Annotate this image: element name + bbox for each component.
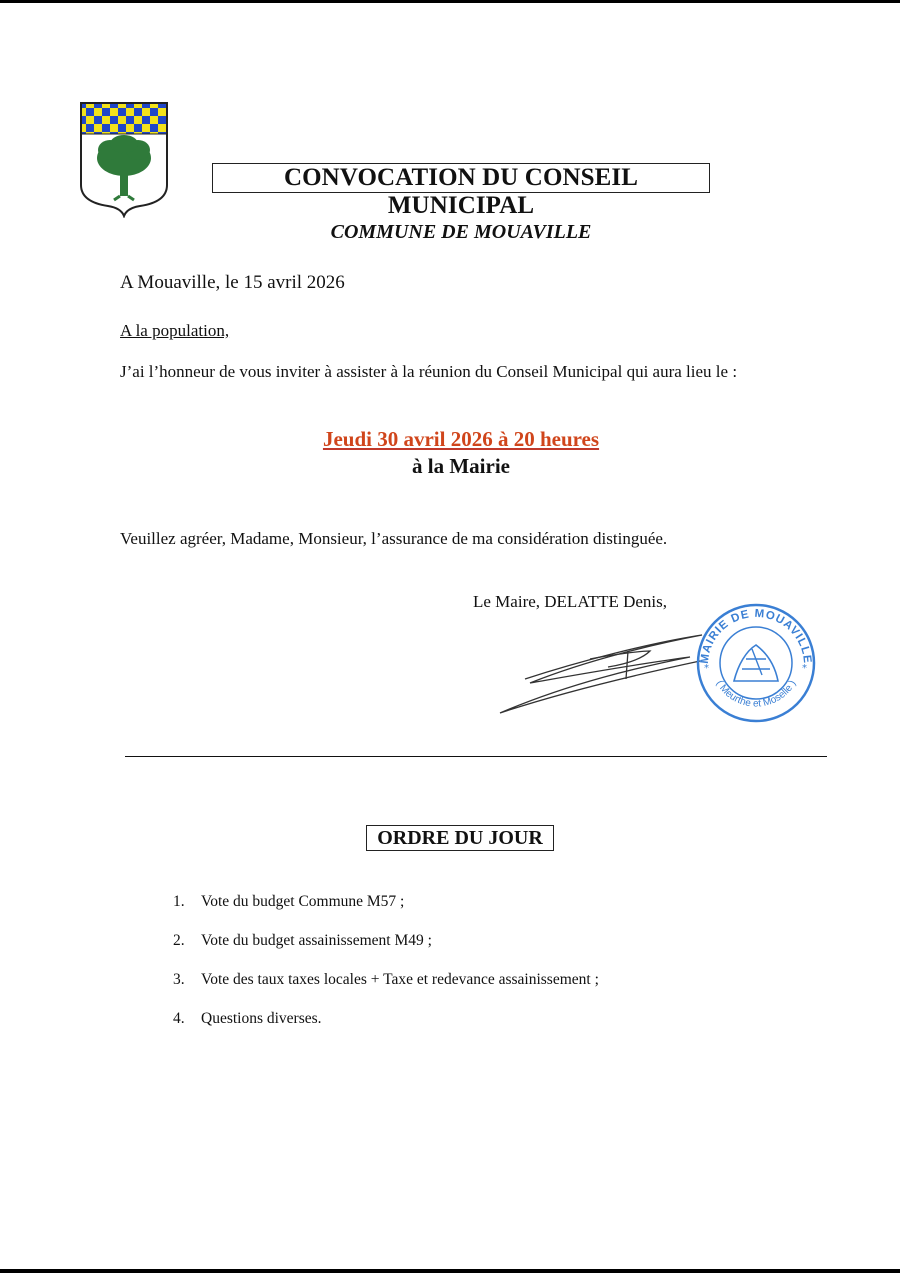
meeting-date: Jeudi 30 avril 2026 à 20 heures (322, 427, 600, 451)
agenda-item (173, 932, 599, 971)
section-divider (125, 756, 827, 757)
agenda-item-text: Vote des taux taxes locales + Taxe et redevance assainissement ; (201, 971, 599, 988)
salutation: A la population, (120, 321, 230, 340)
agenda-item-number: 3. (173, 971, 185, 988)
agenda-item-text: Vote du budget Commune M57 ; (201, 893, 405, 910)
document-page (0, 3, 900, 1269)
document-title: CONVOCATION DU CONSEIL MUNICIPAL (212, 163, 710, 193)
agenda-item-number: 2. (173, 932, 185, 949)
closing-text: Veuillez agréer, Madame, Monsieur, l’assurance de ma considération distinguée. (120, 529, 668, 548)
agenda-list (173, 893, 599, 1049)
mairie-stamp (690, 599, 822, 725)
municipal-crest-icon (78, 100, 170, 218)
meeting-place: à la Mairie (412, 454, 510, 478)
svg-text:MAIRIE DE MOUAVILLE (699, 608, 813, 665)
agenda-item (173, 971, 599, 1010)
signer-name: Le Maire, DELATTE Denis, (473, 592, 668, 611)
agenda-title: ORDRE DU JOUR (366, 825, 554, 851)
commune-name: COMMUNE DE MOUAVILLE (330, 221, 592, 243)
stamp-bottom-text: ( Meurthe et Moselle ) (713, 678, 799, 710)
agenda-item (173, 893, 599, 932)
invitation-text: J’ai l’honneur de vous inviter à assister à la réunion du Conseil Municipal qui aura lieu le : (120, 362, 738, 381)
agenda-item-text: Questions diverses. (201, 1010, 322, 1027)
agenda-item (173, 1010, 599, 1049)
svg-text:*: * (802, 663, 807, 674)
agenda-item-text: Vote du budget assainissement M49 ; (201, 932, 432, 949)
agenda-item-number: 1. (173, 893, 185, 910)
svg-text:*: * (704, 663, 709, 674)
signature-mark (490, 621, 720, 721)
agenda-item-number: 4. (173, 1010, 185, 1027)
stamp-top-text: MAIRIE DE MOUAVILLE (698, 607, 814, 665)
date-line: A Mouaville, le 15 avril 2026 (120, 272, 345, 293)
